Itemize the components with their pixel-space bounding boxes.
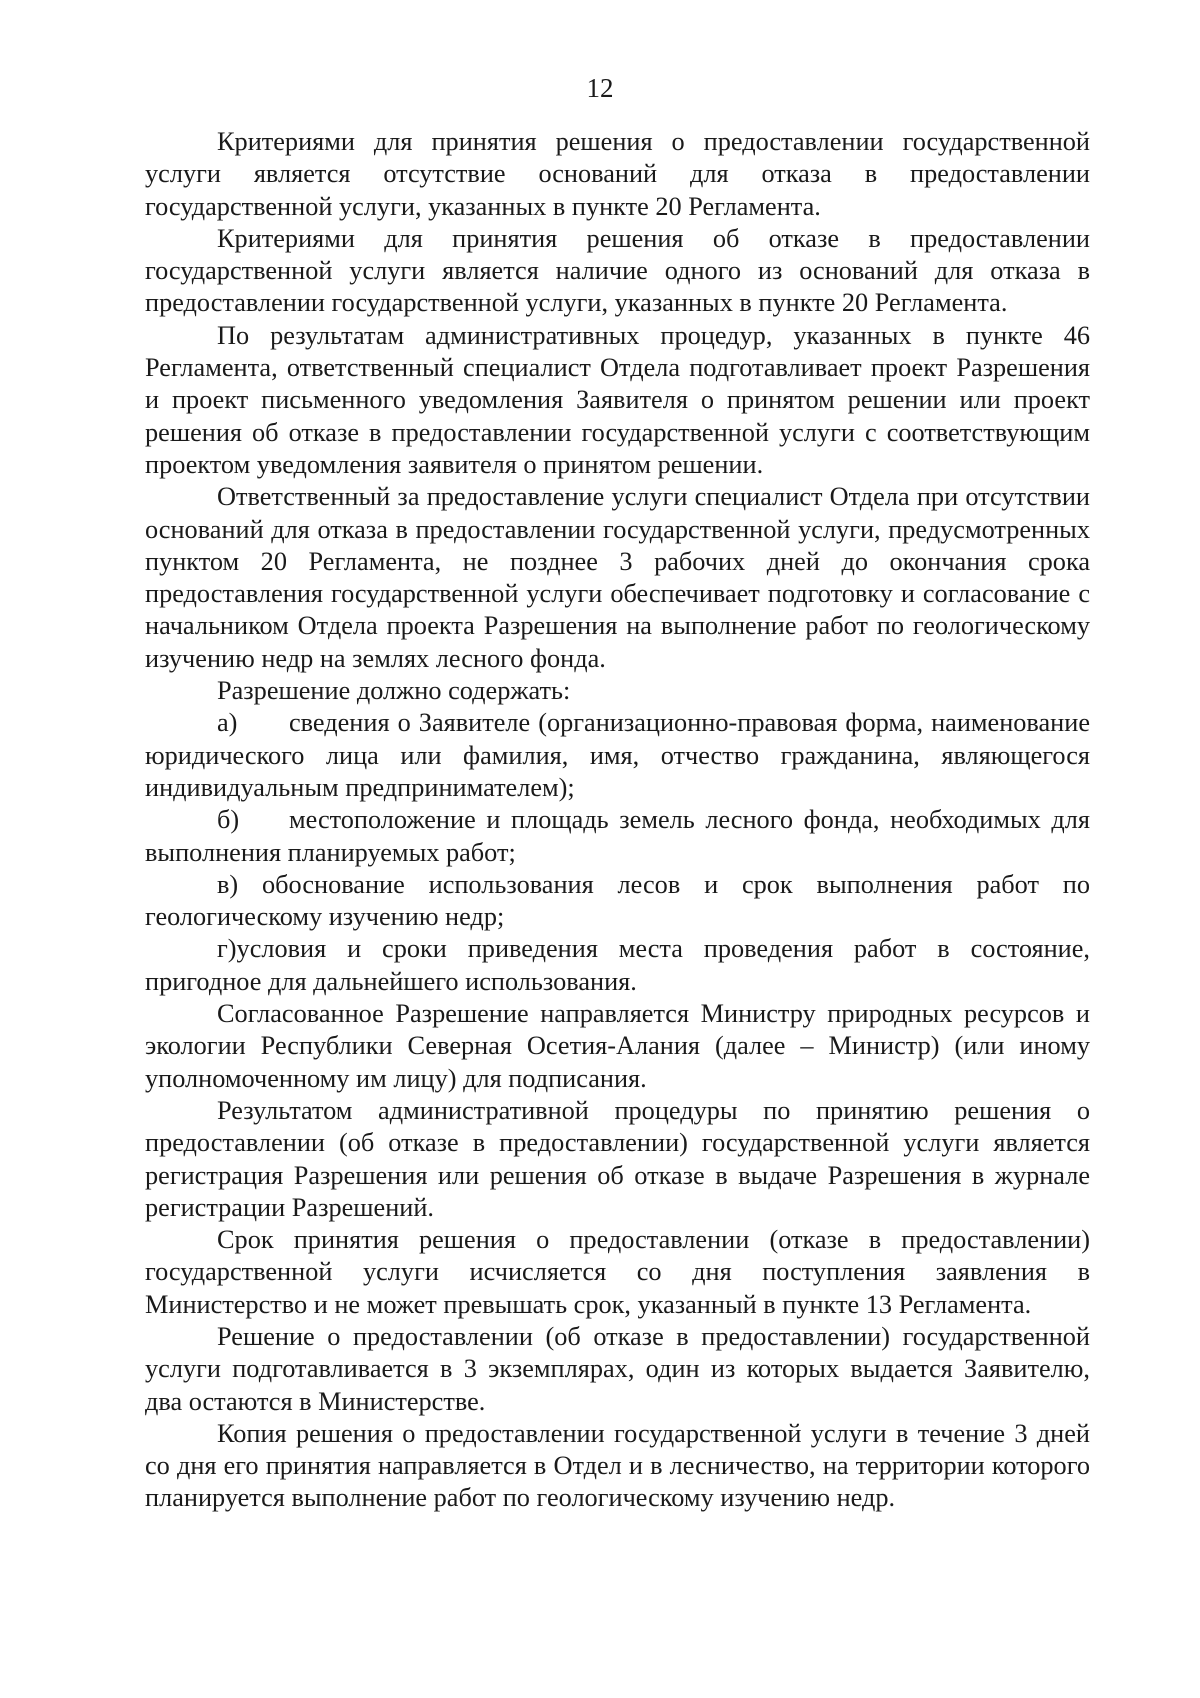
paragraph-approval-criteria: Критериями для принятия решения о предоставлении государственной услуги является отсутствие оснований для отказа в предоставлении государственной услуги, указанных в пункте 20 Регламента. <box>145 127 1090 221</box>
paragraph-permit-contents: Разрешение должно содержать: <box>217 676 571 706</box>
list-item-a-text: сведения о Заявителе (организационно-правовая форма, наименование юридического лица или фамилия, имя, отчество гражданина, являющегося индивидуальным предпринимателем); <box>145 708 1090 802</box>
list-marker-a: а) <box>217 708 238 738</box>
paragraph-decision-deadline: Срок принятия решения о предоставлении (отказе в предоставлении) государственной услуги исчисляется со дня поступления заявления в Министерство и не может превышать срок, указанный в пункте 13 Регламента. <box>145 1225 1090 1319</box>
paragraph-permit-signing: Согласованное Разрешение направляется Министру природных ресурсов и экологии Республики Северная Осетия-Алания (далее – Министр) (или иному уполномоченному им лицу) для подписания. <box>145 999 1090 1093</box>
paragraph-procedure-results: По результатам административных процедур, указанных в пункте 46 Регламента, ответственный специалист Отдела подготавливает проект Разрешения и проект письменного уведомления Заявителя о принятом решении или проект решения об отказе в предоставлении государственной услуги с соответствующим проектом уведомления заявителя о принятом решении. <box>145 320 1090 479</box>
list-item-v: в) обоснование использования лесов и срок выполнения работ по геологическому изучению недр; <box>145 869 1090 932</box>
page-number: 12 <box>586 73 614 103</box>
paragraph-decision-copies: Решение о предоставлении (об отказе в предоставлении) государственной услуги подготавливается в 3 экземплярах, один из которых выдается Заявителю, два остаются в Министерстве. <box>145 1321 1090 1416</box>
list-item-b <box>145 804 1090 869</box>
paragraph-responsible-specialist: Ответственный за предоставление услуги специалист Отдела при отсутствии оснований для отказа в предоставлении государственной услуги, предусмотренных пунктом 20 Регламента, не позднее 3 рабочих дней до окончания срока предоставления государственной услуги обеспечивает подготовку и согласование с начальником Отдела проекта Разрешения на выполнение работ по геологическому изучению недр на землях лесного фонда. <box>145 482 1090 673</box>
paragraph-procedure-outcome: Результатом административной процедуры по принятию решения о предоставлении (об отказе в предоставлении) государственной услуги является регистрация Разрешения или решения об отказе в выдаче Разрешения в журнале регистрации Разрешений. <box>145 1095 1090 1222</box>
list-marker-b: б) <box>217 805 240 835</box>
list-item-g: г)условия и сроки приведения места проведения работ в состояние, пригодное для дальнейшего использования. <box>145 934 1090 996</box>
list-item-a <box>145 707 1090 804</box>
document-body <box>145 126 1090 1515</box>
paragraph-decision-distribution: Копия решения о предоставлении государственной услуги в течение 3 дней со дня его принятия направляется в Отдел и в лесничество, на территории которого планируется выполнение работ по геологическому изучению недр. <box>145 1418 1090 1513</box>
paragraph-refusal-criteria: Критериями для принятия решения об отказе в предоставлении государственной услуги является наличие одного из оснований для отказа в предоставлении государственной услуги, указанных в пункте 20 Регламента. <box>145 223 1090 318</box>
list-item-b-text: местоположение и площадь земель лесного фонда, необходимых для выполнения планируемых работ; <box>145 805 1090 867</box>
